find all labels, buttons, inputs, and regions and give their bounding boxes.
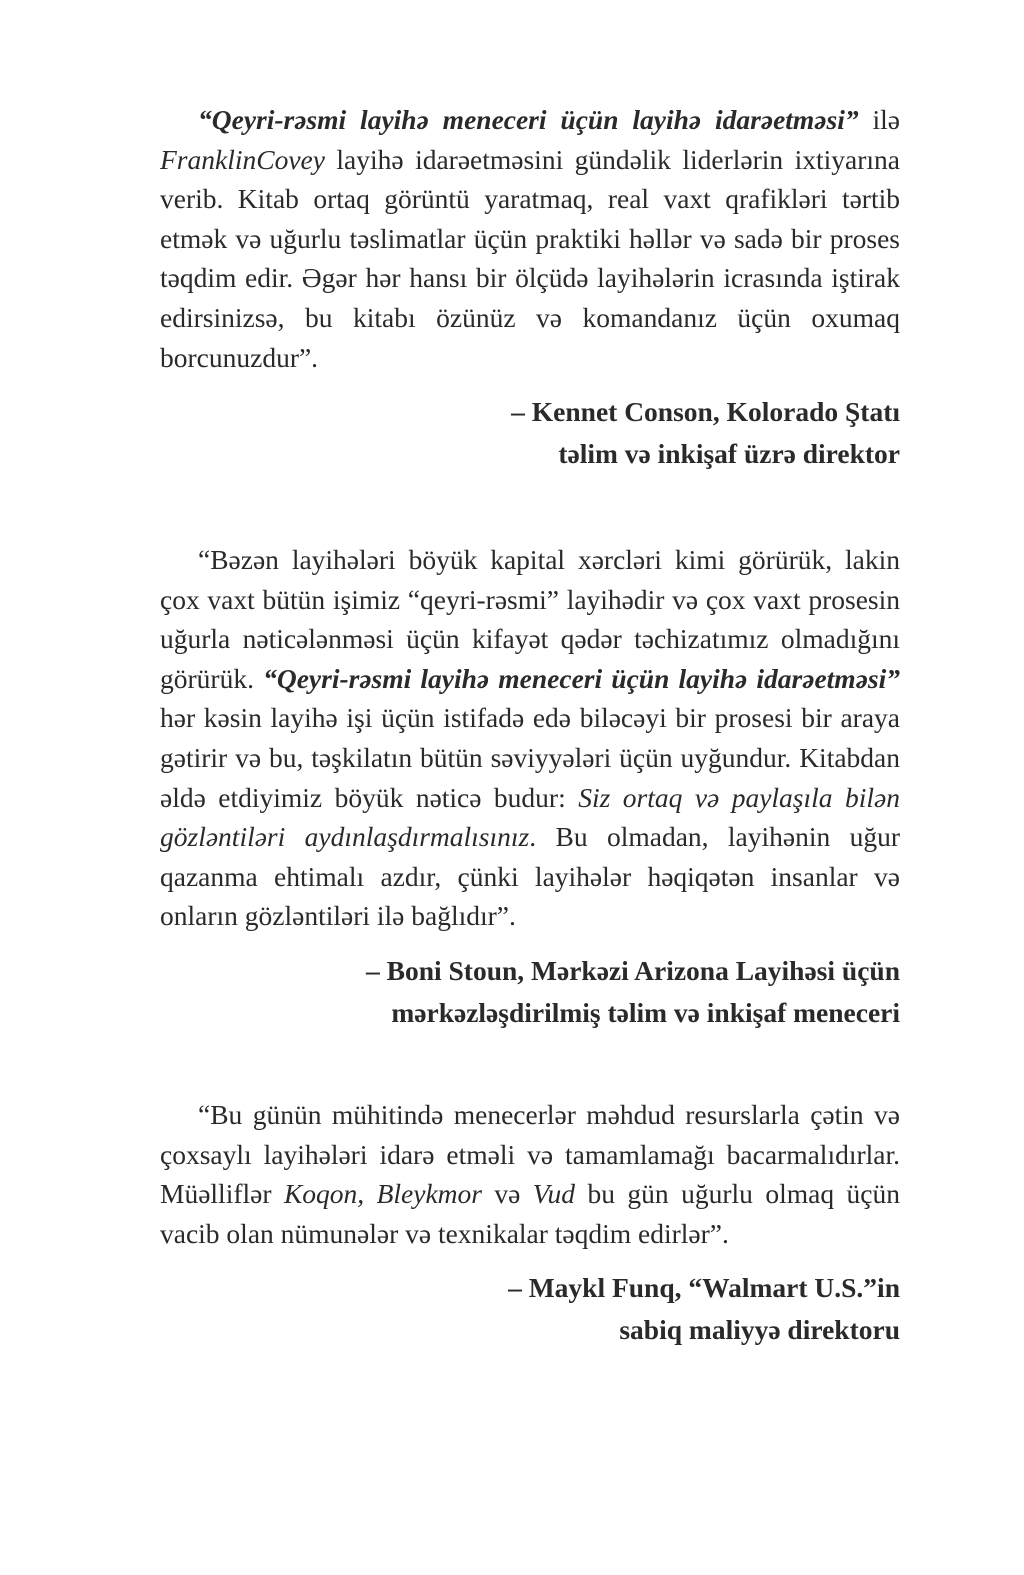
- quote-segment: və: [481, 1178, 533, 1210]
- attribution-author: – Boni Stoun, Mərkəzi Arizona Layihəsi üçün: [365, 954, 900, 986]
- attribution-author: – Kennet Conson, Kolorado Ştatı: [511, 396, 900, 428]
- quote-segment: hər kəsin layihə işi üçün istifadə edə biləcəyi bir prosesi bir araya gətirir və bu, təşkilatın bütün səviyyələri üçün uyğundur. Kitabdan əldə etdiyimiz böyük nəticə budur:: [160, 702, 900, 813]
- attribution-title: sabiq maliyyə direktoru: [619, 1314, 900, 1346]
- attribution-title: təlim və inkişaf üzrə direktor: [558, 438, 900, 470]
- quote-segment: bu gün uğurlu olmaq üçün vacib olan nümunələr və texnikalar təqdim edirlər”.: [160, 1178, 900, 1249]
- quote-segment: FranklinCovey: [160, 143, 325, 175]
- testimonial-1: [160, 100, 900, 475]
- testimonial-attribution: [160, 391, 900, 475]
- quote-segment: Vud: [532, 1178, 576, 1210]
- testimonial-quote: [160, 540, 900, 936]
- testimonial-attribution: [160, 950, 900, 1034]
- quote-segment: layihə idarəetməsini gündəlik liderlərin ixtiyarına verib. Kitab ortaq görüntü yaratmaq, real vaxt qrafikləri tərtib etmək və uğurlu təslimatlar üçün praktiki həllər və sadə bir proses təqdim edir. Əgər hər hansı bir ölçüdə layihələrin icrasında iştirak edirsinizsə, bu kitabı özünüz və komandanız üçün oxumaq borcunuzdur”.: [160, 143, 900, 373]
- testimonial-attribution: [160, 1267, 900, 1351]
- attribution-title: mərkəzləşdirilmiş təlim və inkişaf meneceri: [391, 996, 900, 1028]
- quote-segment: “Qeyri-rəsmi layihə meneceri üçün layihə idarəetməsi”: [198, 104, 859, 135]
- quote-segment: “Qeyri-rəsmi layihə meneceri üçün layihə idarəetməsi”: [263, 662, 900, 694]
- quote-segment: ilə: [858, 104, 900, 135]
- quote-segment: Koqon, Bleykmor: [283, 1178, 482, 1210]
- attribution-author: – Maykl Funq, “Walmart U.S.”in: [508, 1272, 900, 1304]
- testimonial-quote: [160, 100, 900, 377]
- testimonial-3: [160, 1095, 900, 1351]
- testimonial-quote: [160, 1095, 900, 1253]
- quote-segment: “Bəzən layihələri böyük kapital xərcləri kimi görürük, lakin çox vaxt bütün işimiz “qeyri-rəsmi” layihədir və çox vaxt prosesin uğurla nəticələnməsi üçün kifayət qədər təchizatımız olmadığını görürük.: [160, 544, 900, 694]
- testimonial-2: [160, 540, 900, 1034]
- quote-segment: “Bu günün mühitində menecerlər məhdud resurslarla çətin və çoxsaylı layihələri idarə etməli və tamamlamağı bacarmalıdırlar. Müəlliflər: [160, 1099, 900, 1210]
- quote-segment: Siz ortaq və paylaşıla bilən gözləntiləri aydınlaşdırmalısınız: [160, 781, 900, 853]
- quote-segment: . Bu olmadan, layihənin uğur qazanma ehtimalı azdır, çünki layihələr həqiqətən insanlar və onların gözləntiləri ilə bağlıdır”.: [160, 821, 901, 932]
